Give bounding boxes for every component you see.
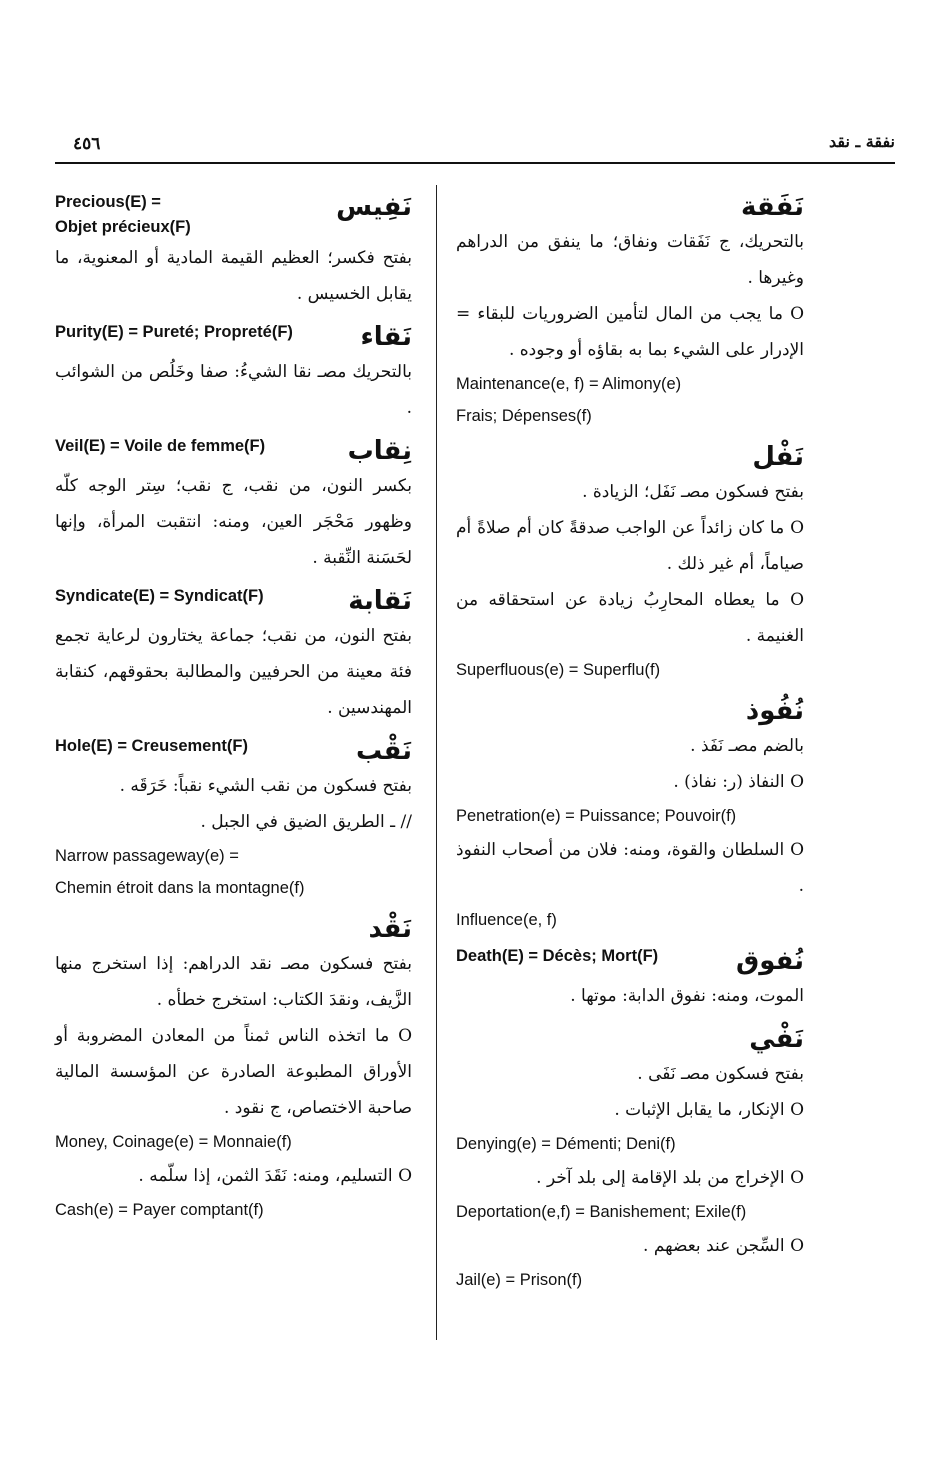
gloss: Precious(E) = bbox=[55, 193, 161, 211]
definition: O الإنكار، ما يقابل الإثبات . bbox=[614, 1100, 804, 1120]
english-gloss: Denying(e) = Démenti; Deni(f) bbox=[456, 1135, 676, 1153]
definition: الموت، ومنه: نفوق الدابة: موتها . bbox=[570, 986, 804, 1006]
gloss: Death(E) = Décès; Mort(F) bbox=[456, 947, 659, 965]
gloss: Purity(E) = Pureté; Propreté(F) bbox=[55, 323, 293, 341]
definition: بفتح فسكون مصـ نَفَى . bbox=[637, 1064, 804, 1084]
headword: نَقْب bbox=[356, 736, 412, 766]
running-title: نفقة ـ نقد bbox=[829, 132, 895, 151]
gloss: Syndicate(E) = Syndicat(F) bbox=[55, 587, 264, 605]
definition: O ما يجب من المال لتأمين الضروريات للبقاء = الإدرار على الشيء بما به بقاؤه أو وجوده . bbox=[456, 304, 804, 360]
definition: بالضم مصـ نَفَذ . bbox=[690, 736, 804, 756]
definition: O التسليم، ومنه: نَقَدَ الثمن، إذا سلّمه . bbox=[138, 1166, 412, 1186]
gloss: Hole(E) = Creusement(F) bbox=[55, 737, 248, 755]
definition: بفتح النون، من نقب؛ جماعة يختارون لرعاية تجمع فئة معينة من الحرفيين والمطالبة بحقوقهم، كنقابة المهندسين . bbox=[55, 626, 412, 718]
header-rule bbox=[55, 162, 895, 164]
definition: بكسر النون، من نقب، ج نقب؛ سِتر الوجه كلّه وظهور مَحْجَر العين، ومنه: انتقبت المرأة، وإنها لحَسَنة النِّقبة . bbox=[55, 476, 412, 568]
french-gloss: Frais; Dépenses(f) bbox=[456, 407, 592, 425]
gloss: Objet précieux(F) bbox=[55, 218, 191, 236]
definition: بفتح فكسر؛ العظيم القيمة المادية أو المعنوية، ما يقابل الخسيس . bbox=[55, 248, 412, 304]
english-gloss: Superfluous(e) = Superflu(f) bbox=[456, 661, 661, 679]
entry-nafl bbox=[456, 440, 804, 686]
headword: نَفِيس bbox=[336, 192, 412, 222]
gloss: Veil(E) = Voile de femme(F) bbox=[55, 437, 266, 455]
english-gloss: Money, Coinage(e) = Monnaie(f) bbox=[55, 1133, 292, 1151]
headword: نَقابة bbox=[348, 586, 412, 616]
definition: O الإخراج من بلد الإقامة إلى بلد آخر . bbox=[536, 1168, 804, 1188]
english-gloss: Narrow passageway(e) = bbox=[55, 847, 239, 865]
entry-naqa bbox=[55, 320, 412, 426]
entry-nafaqa bbox=[456, 190, 804, 432]
french-gloss: Chemin étroit dans la montagne(f) bbox=[55, 879, 305, 897]
entry-niqaba bbox=[55, 584, 412, 726]
english-gloss: Cash(e) = Payer comptant(f) bbox=[55, 1201, 264, 1219]
english-gloss: Influence(e, f) bbox=[456, 911, 557, 929]
page-header bbox=[55, 128, 895, 164]
english-gloss: Maintenance(e, f) = Alimony(e) bbox=[456, 375, 682, 393]
definition: O ما كان زائداً عن الواجب صدقةً كان أم صلاةً أم صياماً، أم غير ذلك . bbox=[456, 518, 804, 574]
entry-nufuq bbox=[456, 944, 804, 1014]
definition: O النفاذ (ر: نفاذ) . bbox=[673, 772, 804, 792]
entry-nafis bbox=[55, 190, 412, 312]
definition: O ما يعطاه المحارِبُ زيادة عن استحقاقه من الغنيمة . bbox=[456, 590, 804, 646]
page-number: ٤٥٦ bbox=[73, 134, 101, 154]
entry-nafy bbox=[456, 1022, 804, 1296]
definition: O السِّجن عند بعضهم . bbox=[643, 1236, 804, 1256]
headword: نُفوق bbox=[735, 946, 804, 976]
definition: بفتح فسكون من نقب الشيء نقباً: خَرَقَه . bbox=[119, 776, 412, 796]
english-gloss: Penetration(e) = Puissance; Pouvoir(f) bbox=[456, 807, 737, 825]
headword: نَفْل bbox=[752, 442, 804, 472]
entry-naqb bbox=[55, 734, 412, 904]
definition: بفتح فسكون مصـ نَفَل؛ الزيادة . bbox=[582, 482, 804, 502]
definition: O السلطان والقوة، ومنه: فلان من أصحاب النفوذ . bbox=[456, 840, 804, 896]
definition: بفتح فسكون مصـ نقد الدراهم: إذا استخرج منها الزَّيف، ونقدَ الكتاب: استخرج خطأه . bbox=[55, 954, 412, 1010]
column-divider bbox=[436, 185, 437, 1340]
headword: نِقاب bbox=[347, 436, 412, 466]
definition: O ما اتخذه الناس ثمناً من المعادن المضروبة أو الأوراق المطبوعة الصادرة عن المؤسسة المالية صاحبة الاختصاص، ج نقود . bbox=[55, 1026, 412, 1118]
entry-nufudh bbox=[456, 694, 804, 936]
english-gloss: Jail(e) = Prison(f) bbox=[456, 1271, 583, 1289]
definition: // ـ الطريق الضيق في الجبل . bbox=[200, 812, 412, 832]
headword: نَقاء bbox=[360, 322, 412, 352]
english-gloss: Deportation(e,f) = Banishement; Exile(f) bbox=[456, 1203, 747, 1221]
headword: نَقْد bbox=[368, 914, 412, 944]
headword: نُفُوذ bbox=[745, 696, 804, 726]
headword: نَفْي bbox=[749, 1024, 804, 1054]
entry-niqab bbox=[55, 434, 412, 576]
left-column bbox=[55, 190, 412, 1226]
right-column bbox=[456, 190, 804, 1296]
definition: بالتحريك مصـ نقا الشيءُ: صفا وخَلُص من الشوائب . bbox=[55, 362, 412, 418]
headword: نَفَقة bbox=[741, 192, 804, 222]
definition: بالتحريك، ج نَفَقات ونفاق؛ ما ينفق من الدراهم وغيرها . bbox=[456, 232, 804, 288]
entry-naqd bbox=[55, 912, 412, 1226]
